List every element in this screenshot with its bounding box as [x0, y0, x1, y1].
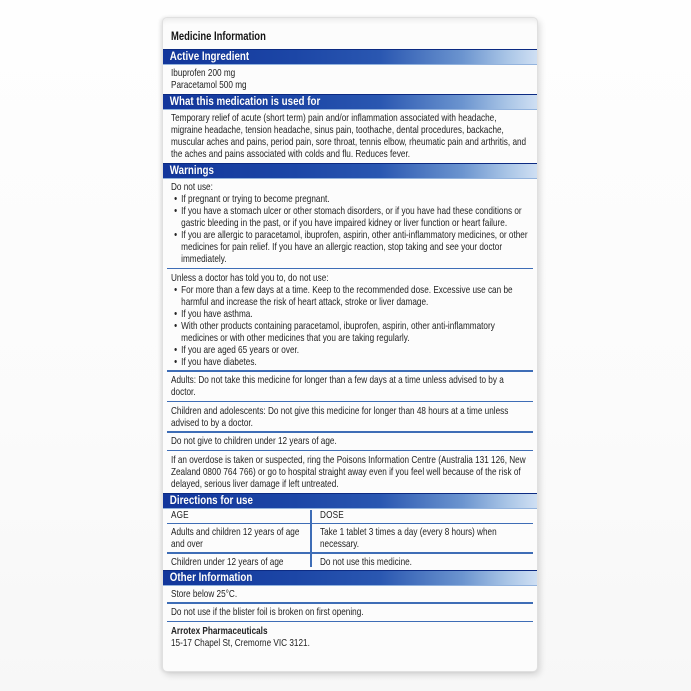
- warning-bullet-diabetes: • If you have diabetes.: [181, 356, 529, 368]
- divider-rule: [167, 370, 533, 372]
- storage-note: Store below 25°C.: [171, 587, 238, 600]
- section-header-active-ingredient: Active Ingredient: [169, 51, 250, 63]
- section-bar-active-ingredient: [163, 49, 537, 65]
- page-title: Medicine Information: [171, 31, 266, 43]
- section-header-directions: Directions for use: [169, 494, 253, 507]
- used-for-paragraph: Temporary relief of acute (short term) pain and/or inflammation associated with headache, migraine headache, tension headache, sinus pain, toothache, dental procedures, backache, muscular aches and pains, period pain, sore throat, tennis elbow, rheumatic pain and arthritis, and the aches and pains associated with colds and flu. Reduces fever.: [171, 112, 527, 160]
- warning-bullet-other-products: • With other products containing paracetamol, ibuprofen, aspirin, other anti-inflammatory medicines or with other medicines that you are taking regularly.: [181, 320, 529, 344]
- divider-rule: [167, 268, 533, 270]
- warnings-unless-doctor-intro: Unless a doctor has told you to, do not use:: [171, 271, 329, 284]
- warnings-under-12-note: Do not give to children under 12 years of age.: [171, 435, 337, 447]
- section-bar-warnings: [163, 163, 537, 179]
- medicine-box-back-panel: [162, 17, 538, 672]
- manufacturer-name: Arrotex Pharmaceuticals: [171, 624, 268, 637]
- section-bar-directions: [163, 493, 537, 509]
- section-header-other-info: Other Information: [169, 571, 253, 584]
- divider-rule: [167, 431, 533, 433]
- section-bar-used-for: [163, 94, 537, 110]
- warnings-do-not-use-intro: Do not use:: [171, 181, 213, 193]
- blister-note: Do not use if the blister foil is broken on first opening.: [171, 606, 364, 618]
- warnings-unless-doctor-list: [171, 284, 529, 368]
- active-ingredient-content: [163, 65, 537, 94]
- divider-rule: [167, 523, 533, 525]
- warning-bullet-allergic: • If you are allergic to paracetamol, ibuprofen, aspirin, other anti-inflammatory medicines, or other medicines for pain relief. If you have an allergic reaction, stop taking and see your doctor immediately.: [181, 229, 529, 265]
- ingredient-line-ibuprofen: Ibuprofen 200 mg: [171, 67, 236, 79]
- manufacturer-address: 15-17 Chapel St, Cremorne VIC 3121.: [171, 636, 310, 649]
- warning-bullet-few-days: • For more than a few days at a time. Keep to the recommended dose. Excessive use can be harmful and increase the risk of heart attack, stroke or liver damage.: [181, 284, 529, 308]
- other-info-content: [163, 586, 537, 658]
- table-row-children: [171, 556, 529, 568]
- divider-rule: [167, 602, 533, 604]
- warnings-overdose-note: If an overdose is taken or suspected, ring the Poisons Information Centre (Australia 131 126, New Zealand 0800 764 766) or go to hospital straight away even if you feel well because of the risk of delayed, serious liver damage if left untreated.: [171, 453, 526, 490]
- age-cell-children: Children under 12 years of age: [171, 555, 284, 568]
- directions-col-age: AGE: [171, 508, 189, 521]
- divider-rule: [167, 450, 533, 452]
- directions-table-header-row: [171, 509, 529, 521]
- dose-cell-adults: Take 1 tablet 3 times a day (every 8 hours) when necessary.: [320, 526, 497, 550]
- warning-bullet-pregnant: • If pregnant or trying to become pregnant.: [181, 193, 529, 205]
- panel-title-row: [163, 18, 537, 49]
- warning-bullet-stomach: • If you have a stomach ulcer or other stomach disorders, or if you have had these conditions or gastric bleeding in the past, or if you have impaired kidney or liver function or heart failure.: [181, 205, 529, 229]
- warnings-children-note: Children and adolescents: Do not give this medicine for longer than 48 hours at a time unless advised to by a doctor.: [171, 404, 509, 429]
- section-header-warnings: Warnings: [169, 165, 214, 177]
- divider-rule: [167, 552, 533, 554]
- warning-bullet-asthma: • If you have asthma.: [181, 308, 529, 320]
- dose-cell-children: Do not use this medicine.: [320, 555, 412, 568]
- warnings-do-not-use-list: [171, 193, 529, 265]
- warnings-content: [163, 179, 537, 493]
- warning-bullet-aged-65: • If you are aged 65 years or over.: [181, 344, 529, 356]
- directions-table: [163, 509, 537, 570]
- divider-rule: [167, 401, 533, 403]
- section-bar-other-info: [163, 570, 537, 586]
- divider-rule: [167, 621, 533, 623]
- ingredient-line-paracetamol: Paracetamol 500 mg: [171, 79, 247, 91]
- section-header-used-for: What this medication is used for: [169, 96, 321, 108]
- age-cell-adults: Adults and children 12 years of age and over: [171, 526, 300, 550]
- used-for-content: [163, 110, 537, 163]
- warnings-adults-note: Adults: Do not take this medicine for longer than a few days at a time unless advised to by a doctor.: [171, 374, 504, 398]
- directions-col-dose: DOSE: [320, 508, 344, 521]
- table-row-adults: [171, 526, 529, 550]
